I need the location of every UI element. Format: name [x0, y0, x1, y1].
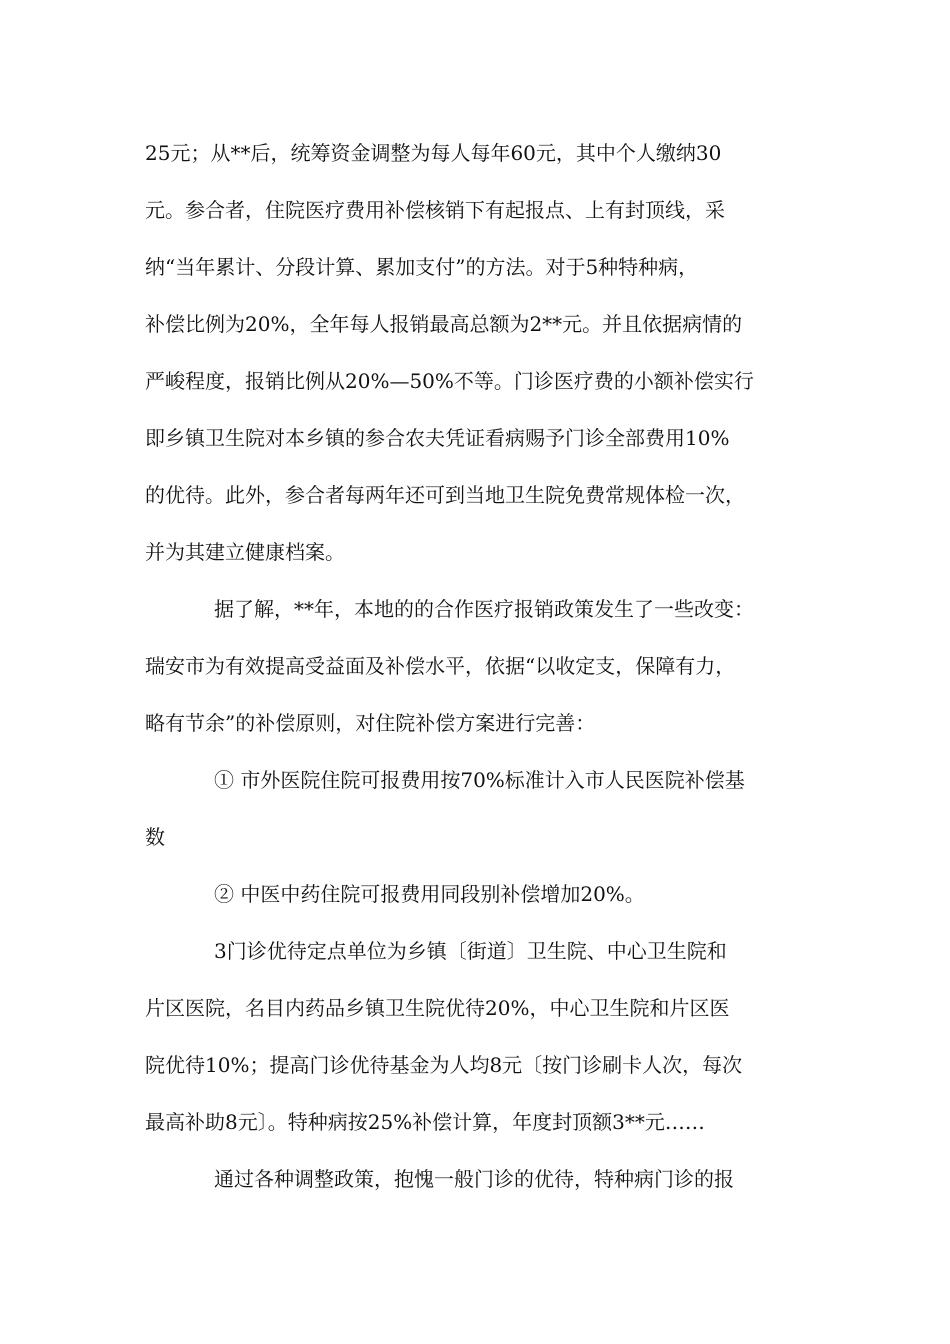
text-line: 的优待。此外，参合者每两年还可到当地卫生院免费常规体检一次，: [145, 483, 745, 507]
text-line: 纳“当年累计、分段计算、累加支付”的方法。对于5种特种病，: [145, 255, 699, 279]
text-line: ② 中医中药住院可报费用同段别补偿增加20%。: [214, 882, 645, 906]
text-line: 瑞安市为有效提高受益面及补偿水平，依据“以收定支，保障有力，: [145, 654, 736, 678]
text-line: ① 市外医院住院可报费用按70%标准计入市人民医院补偿基: [214, 768, 745, 792]
text-line: 即乡镇卫生院对本乡镇的参合农夫凭证看病赐予门诊全部费用10%: [145, 426, 730, 450]
text-line: 略有节余”的补偿原则，对住院补偿方案进行完善：: [145, 711, 596, 735]
text-line: 院优待10%；提高门诊优待基金为人均8元〔按门诊刷卡人次，每次: [145, 1053, 743, 1077]
text-line: 25元；从**后，统筹资金调整为每人每年60元，其中个人缴纳30: [145, 141, 722, 165]
text-line: 严峻程度，报销比例从20%—50%不等。门诊医疗费的小额补偿实行: [145, 369, 754, 393]
text-line: 3门诊优待定点单位为乡镇〔街道〕卫生院、中心卫生院和: [214, 939, 727, 963]
text-line: 通过各种调整政策，抱愧一般门诊的优待，特种病门诊的报: [214, 1167, 734, 1191]
text-line: 最高补助8元〕。特种病按25%补偿计算，年度封顶额3**元……: [145, 1110, 705, 1134]
text-line: 片区医院，名目内药品乡镇卫生院优待20%，中心卫生院和片区医: [145, 996, 730, 1020]
text-line: 元。参合者，住院医疗费用补偿核销下有起报点、上有封顶线，采: [145, 198, 725, 222]
text-line: 据了解，**年，本地的的合作医疗报销政策发生了一些改变：: [214, 597, 754, 621]
text-line: 补偿比例为20%，全年每人报销最高总额为2**元。并且依据病情的: [145, 312, 743, 336]
text-line: 并为其建立健康档案。: [145, 540, 345, 564]
text-line: 数: [145, 825, 165, 849]
